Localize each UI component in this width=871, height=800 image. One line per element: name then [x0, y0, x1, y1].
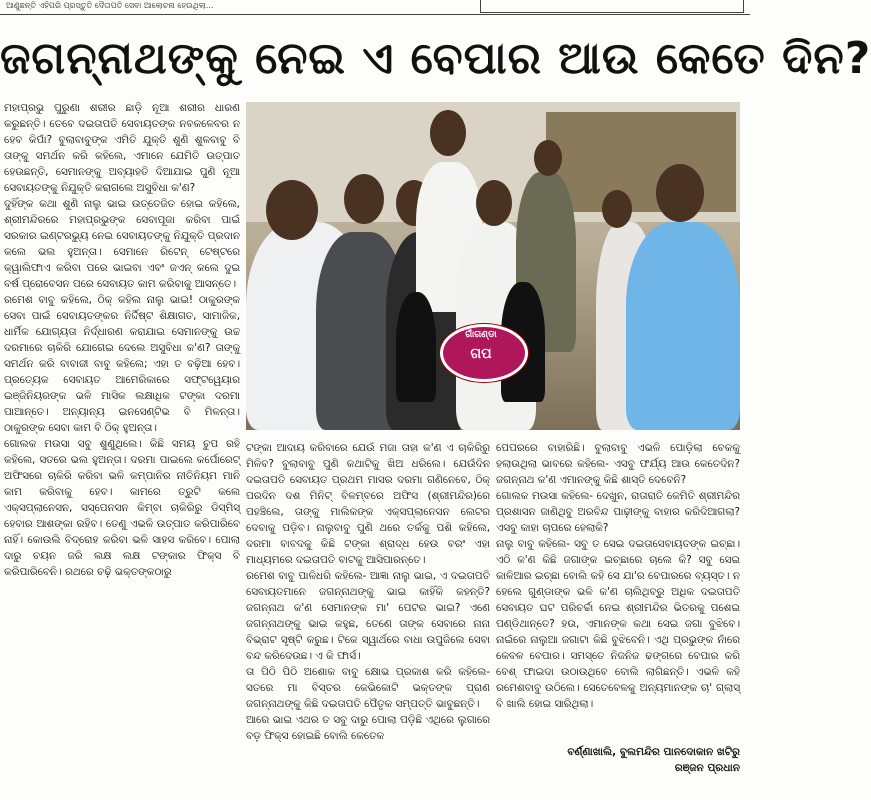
column-badge [440, 324, 522, 376]
top-box [480, 0, 744, 13]
column-2 [246, 440, 490, 790]
person-head [656, 164, 704, 222]
paragraph: ଟଙ୍କା ଆଦାୟ କରିବାରେ ଯେଉଁ ମଜା ତାହା କ'ଣ ଏ ଚାକିରିରୁ ମିଳିବ? ବୁଲାବାବୁ ପୁଣି କଥାଟିକୁ ଖିଅ ଧରିଲେ। ଯେଉଁଦିନ ଦଇତାପତି ସେବାୟତ ପ୍ରଥମ ମାସର ଦରମା ଗଣିନେବେ, ଠିକ୍ ପରଦିନ ଦଶ ମିନିଟ୍ ବିଳମ୍ବରେ ଅଫିସ (ଶ୍ରୀମନ୍ଦିର)ରେ ପହଞ୍ଚିଲେ, ତାଙ୍କୁ ମାଲିକଙ୍କ ଏକ୍ସପ୍ଲାନେସନ ଲେଟର ଦେବାକୁ ପଡ଼ିବ। ନାଲୁବାବୁ ପୁଣି ଥରେ ତର୍କକୁ ପଶି କହିଲେ, ଦରମା ବାବଦକୁ କିଛି ଟଙ୍କା ଶ୍ରାଦ୍ଧ ହେଉ ବରଂ ଏହା ମାଧ୍ୟମରେ ଦଇତାପତି ବାଟକୁ ଆସିପାରନ୍ତେ। [246, 442, 490, 566]
badge-title: ଗାଁଗଣ୍ଡା [465, 330, 497, 340]
paragraph: ପେପରରେ ବାହାରିଛି। ବୁଲାବାବୁ ଏଭଳି ପୋଡ଼ିଲା ବେକକୁ ହଲାଉଥିଲା ଭାବରେ କହିଲେ- ଏସବୁ ଫର୍ଯ୍ୟ ଆଉ କେତେଦିନ? ଜଗନ୍ନାଥ କ'ଣ ଏମାନଙ୍କୁ କିଛି ଶାସ୍ତି ଦେବେନି? [496, 442, 740, 486]
column-1 [4, 100, 240, 790]
paragraph: ଗୋଲକ ମଉସା ସବୁ ଶୁଣୁଥିଲେ। କିଛି ସମୟ ଚୁପ ରହି କହିଲେ, ସତରେ ଭଲ ହୁଅନ୍ତା। ଦରମା ପାଇଲେ କର୍ପୋରେଟ୍ ଅଫିସରେ ଚାକିରି କରିବା ଭଳି କମ୍ପାନିର ନୀତିନିୟମ ମାନି କାମ କରିବାକୁ ହେବ। କାମରେ ତ୍ରୁଟି କଲେ ଏକ୍ସପ୍ଲାନେସନ, ସସ୍ପେନସନ କିମ୍ବା ଚାକିରିରୁ ଡିସ୍‌ମିସ୍ ହେବାର ଆଶଙ୍କା ରହିବ। ତେଣୁ ଏଭଳି ଉତ୍ପାତ କରିପାରିବେ ନାହିଁ। କୋଉଲି ବିଦ୍ରୋହ କରିବା ଭଳି ସାହସ କରିବେ। ପୋଲା ଦାରୁ ଚୟନ ଜରି ଲକ୍ଷ ଲକ୍ଷ ଟଙ୍କାର ଫିକ୍ସ ବି କରିପାରିବେନି। ରଥରେ ଚଢ଼ି ଭକ୍ତଙ୍କଠାରୁ [4, 438, 240, 578]
byline-location: ବର୍ଣ୍ଣାଖାଲି, ବୁଲମନ୍ଦିର ପାନଦୋକାନ ଖଟିରୁ [567, 746, 740, 758]
badge-subtitle: ଗପ [470, 346, 492, 362]
column-3 [496, 440, 740, 740]
paragraph: ରମେଶ ବାବୁ କହିଲେ, ଠିକ୍ କହିଲ ନାଲୁ ଭାଇ! ଠାକୁରଙ୍କ ସେବା ପାଇଁ ସେବାୟତଙ୍କର ନିର୍ଦ୍ଦିଷ୍ଟ ଶିକ୍ଷାଗତ, ସାମାଜିକ, ଧାର୍ମିକ ଯୋଗ୍ୟତା ନିର୍ଦ୍ଧାରଣ କରାଯାଇ ସେମାନଙ୍କୁ ଉଚ୍ଚ ଦରମାରେ ଚାକିରି ଯୋଗେଇ ଦେଲେ ଅସୁବିଧା କ'ଣ? ତାଙ୍କୁ ସମର୍ଥନ କରି ବାବାଜୀ ବାବୁ କହିଲେ; ଏହା ତ ବଢ଼ିଆ ହେବ। ପ୍ରତ୍ୟେକ ସେବାୟତ ଆମେରିକାରେ ସଫ୍ଟୱେୟାର ଇଞ୍ଜିନିୟରଙ୍କ ଭଳି ମାସିକ ଲକ୍ଷାଧିକ ଟଙ୍କା ଦରମା ପାଆନ୍ତେ। ଅନ୍ୟାନ୍ୟ ଇନସେଣ୍ଟିଭ ବି ମିଳନ୍ତା। ଠାକୁରଙ୍କ ସେବା କାମ ବି ଠିକ୍ ହୁଅନ୍ତା। [4, 294, 240, 434]
silhouette-figure [396, 292, 436, 402]
person-head [534, 140, 562, 176]
person-head [266, 180, 318, 240]
paragraph: ମହାପ୍ରଭୁ ପୁରୁଣା ଶରୀର ଛାଡ଼ି ନୂଆ ଶରୀର ଧାରଣ କରୁଛନ୍ତି। ତେବେ ଦଇତାପତି ସେବାୟତଙ୍କ ନବକଳେବର ନ ହେବ କିପାଁ? ବୁଲାବାବୁଙ୍କ ଏମିତି ଯୁକ୍ତି ଶୁଣି ଶୁଳବାବୁ ବି ତାଙ୍କୁ ସମର୍ଥନ କରି କହିଲେ, ଏମାନେ ଯେମିତି ଉତ୍ପାତ ହେଉଛନ୍ତି, ସେମାନଙ୍କୁ ଅବ୍ୟାହତି ଦିଆଯାଇ ପୁଣି ନୂଆ ସେବାୟତଙ୍କୁ ନିଯୁକ୍ତି କରାଗଲେ ଅସୁବିଧା କ'ଣ? [4, 102, 240, 194]
person-figure [626, 222, 740, 430]
byline-author: ରଞ୍ଜନ ପ୍ରଧାନ [674, 762, 740, 774]
person-head [430, 110, 466, 156]
top-strip: ଆଣୁଛନ୍ତି ଏହିପରି ପ୍ରସ୍ତୁତି ଦୈତାପତି ସେବା ଆଲୋଚନା ହେଉଥିଲା... [0, 0, 750, 15]
photo-shelf [546, 112, 736, 212]
paragraph: ନାଲୁ ବାବୁ କହିଲେ- ସବୁ ତ ସେଇ ଦଇତାସେବାୟତଙ୍କ ଇଚ୍ଛା। ଏଠି କ'ଣ କିଛି ଜଗାଙ୍କ ଇଚ୍ଛାରେ ଚାଲେ କି? ସବୁ ସେଇ କାଳିଆର ଇଚ୍ଛା ବୋଲି କହି ସେ ଯା'ର ବେପାରରେ ବ୍ୟସ୍ତ। ନ ହେଲେ ଗୁଣ୍ଡାଙ୍କ ଭଳି କ'ଣ ଚାଲିଥିବ୍ରୁ ଅଧିକ ଦଇତାପତି ସେବାୟତ ଘଟ ପରିଚର୍ଚ୍ଚା ନେଇ ଶ୍ରୀମନ୍ଦିର ଭିତରକୁ ପଶେଇ ପଣ୍ଡିଥାନ୍ତେ? ହଉ, ଏମାନଙ୍କ କଥା ସେଇ ଜଗା ବୁଝିବେ। ନାଇଁରେ ନାଲୁଆ ଜଗାଟା କିଛି ବୁଝିବେନି। ଏଥି ପ୍ରଭୁଙ୍କ ନାଁରେ କେବଳ ବେପାର। ସମସ୍ତେ ନିଜନିଜ ଢଙ୍ଗରେ ବେପାର କରି ବେଶ୍ ଫାଇଦା ଉଠାଉଥିବେ ବୋଲି ଲାଗିଛନ୍ତି। ଏଭଳି କହି ରମେଶବାବୁ ଉଠିଲେ। ସେତେବେଳକୁ ଅନ୍ୟମାନଙ୍କ ଚା' ଗ୍ଲାସ୍ ବି ଖାଲି ହୋଇ ସାରିଥିଲା। [496, 538, 740, 710]
person-head [476, 180, 512, 226]
paragraph: ଗୋଲକ ମଉସା କହିଲେ- ଦେଖୁନ, ରାତାରାତି କେମିତି ଶ୍ରୀମନ୍ଦିର ପ୍ରଶାସନ ଜାଣିଥିବୁ ଅରବିନ୍ଦ ପାଢ଼ୀଙ୍କୁ ବାହାର କରିଦିଆଗଲା? ଏସବୁ କାହା ଚାପରେ ହେଲାକି? [496, 490, 740, 534]
paragraph: ଦୁହିଁଙ୍କ କଥା ଶୁଣି ନାଲୁ ଭାଇ ଉତ୍ତେଜିତ ହୋଇ କହିଲେ, ଶ୍ରୀମନ୍ଦିରରେ ମହାପ୍ରଭୁଙ୍କ ସେବାପୂଜା କରିବା ପାଇଁ ସରକାର ଇଣ୍ଟରଭ୍ୟୁ ନେଇ ସେବାୟତଙ୍କୁ ନିଯୁକ୍ତି ପ୍ରଦାନ କଲେ ଭଲ ହୁଅନ୍ତା। ସେମାନେ ରିଟେନ୍ ଟେଷ୍ଟରେ କ୍ୱାଲିଫାଏ କରିବା ପରେ ଭାଇବା ଏବଂ ଜଏନ୍ କଲେ ଦୁଇ ବର୍ଷ ପ୍ରୋବେସନ ପରେ ସେବାୟତ କାମ କରିବାକୁ ଆସନ୍ତେ। [4, 198, 240, 290]
headline: ଜଗନ୍ନାଥଙ୍କୁ ନେଇ ଏ ବେପାର ଆଉ କେତେ ଦିନ? [0, 33, 871, 84]
person-head [344, 174, 384, 224]
paragraph: ରମେଶ ବାବୁ ପାଳିଧରି କହିଲେ- ଆଜ୍ଞା ନାଲୁ ଭାଇ, ଏ ଦଇତାପତି ସେବାୟତମାନେ ଜଗନ୍ନାଥଙ୍କୁ ଭାଇ କାହିଁକି କହନ୍ତି? ଜଗନ୍ନାଥ କ'ଣ ସେମାନଙ୍କ ମା' ପେଟର ଭାଇ? ଏଣେ ଜଗନ୍ନାଥଙ୍କୁ ଭାଇ କହୁଛ, ତେଣେ ତାଙ୍କ ସେବାରେ ନାନା ବିଭ୍ରାଟ ସୃଷ୍ଟି କରୁଛ। ଟିକେ ସ୍ୱାର୍ଥରେ ବାଧା ଉପୁଜିଲେ ସେବା ବନ୍ଦ କରିଦେଉଛ। ଏ କି ଫାର୍ସ। [246, 570, 490, 662]
paragraph: ତା ପିଠି ପିଠି ଅଶୋକ ବାବୁ କ୍ଷୋଭ ପ୍ରକାଶ କରି କହିଲେ- ସତରେ ମା ବିସ୍ତର କେଭିକୋଟି ଭକ୍ତଙ୍କ ପ୍ରାଣ ଜଗନ୍ନାଥଙ୍କୁ କିଛି ଦଇତାପତି ପୈତୃକ ସମ୍ପତ୍ତି ଭାବୁଛନ୍ତି। [246, 666, 490, 710]
byline [500, 744, 740, 776]
person-head [602, 190, 632, 228]
paragraph: ଆରେ ଭାଇ ଏଥର ତ ସବୁ ଦାରୁ ପୋଲା ପଡ଼ିଛି ଏଥିରେ ଲୁଗାରେ ବଡ଼ ଫିକ୍ସ ହୋଇଛି ବୋଲି କେତେକ [246, 714, 490, 742]
